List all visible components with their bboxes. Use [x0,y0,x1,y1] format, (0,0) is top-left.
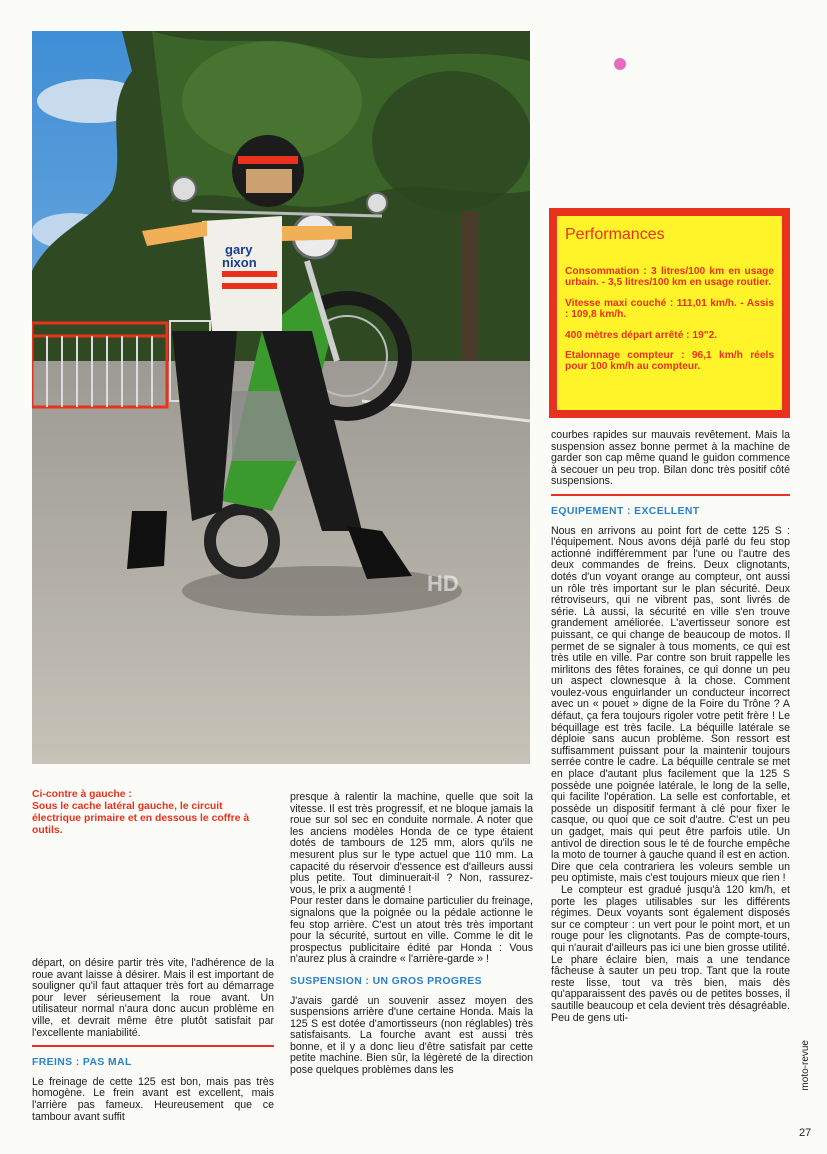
col3-para1: courbes rapides sur mauvais revêtement. Mais la suspension assez bonne permet à la machine de garder son cap même quand le guidon commence à secouer un peu trop. Bilan donc très positif côté suspensions. [551,429,790,488]
decorative-dot [614,58,626,70]
col1-para2: Le freinage de cette 125 est bon, mais pas très homogène. Le frein avant est excellent, mais l'arrière pas fameux. Heureusement que ce tambour avant suffit [32,1075,274,1123]
caption-title: Ci-contre à gauche : [32,789,132,800]
equipement-heading: EQUIPEMENT : EXCELLENT [551,505,700,517]
perf-400m: 400 mètres départ arrêté : 19"2. [565,329,718,341]
jersey-text-nixon: nixon [222,255,257,270]
column-2 [290,792,533,1077]
column-1 [32,958,274,1123]
jersey-text-gary: gary [225,242,253,257]
page-number: 27 [799,1127,812,1139]
column-3 [551,430,790,1024]
col1-rule [32,1045,274,1047]
photo-caption [32,789,262,837]
perf-speedometer: Etalonnage compteur : 96,1 km/h réels pour 100 km/h au compteur. [565,350,774,373]
perf-top-speed: Vitesse maxi couché : 111,01 km/h. - Assis : 109,8 km/h. [565,297,774,321]
col1-para1: départ, on désire partir très vite, l'adhérence de la roue avant laisse à désirer. Mais il est important de souligner qu'il faut attaquer très fort au démarrage pour lever sérieusement la roue avant. Un utilisateur normal n'aura donc aucun problème en ville, et devrait même être plutôt satisfait par l'excellente maniabilité. [32,957,274,1039]
photo-illustration [32,31,530,764]
perf-consumption: Consommation : 3 litres/100 km en usage urbain. - 3,5 litres/100 km en usage routier. [565,266,774,289]
col2-para2: Pour rester dans le domaine particulier du freinage, signalons que la poignée ou la pédale actionne le feu stop arrière. C'est un atout très très important pour la sécurité, surtout en ville. Comme le dit le prospectus publicitaire édité par Honda : Vous n'aurez plus à craindre « l'arrière-garde » ! [290,895,533,966]
watermark-text: HD [427,571,459,596]
magazine-name: moto-revue [800,1040,811,1091]
motorcycle-wheelie-photo [32,31,530,764]
performances-inner [557,216,782,410]
col2-para3: J'avais gardé un souvenir assez moyen des suspensions arrière d'une certaine Honda. Mais la 125 S est dotée d'amortisseurs (non réglables) très satisfaisants. La fourche avant est aussi très bonne, et il y a donc lieu d'être satisfait par cette petite machine. Bien sûr, la légèreté de la direction pose quelques problèmes dans les [290,994,533,1077]
suspension-heading: SUSPENSION : UN GROS PROGRES [290,975,482,987]
col3-rule [551,494,790,496]
freins-heading: FREINS : PAS MAL [32,1057,132,1069]
col3-para3: Le compteur est gradué jusqu'à 120 km/h, et porte les plages utilisables sur les différents régimes. Deux voyants sont également disposés sur ce compteur : un vert pour le point mort, et un rouge pour les clignotants. Pas de compte-tours, qui n'aurait d'ailleurs pas ici une bien grosse utilité. Le phare éclaire bien, mais a une tendance fâcheuse à sauter un peu trop. Tant que la route reste lisse, tout va très bien, mais dès qu'apparaissent des pavés ou de petites bosses, il sautille beaucoup et cela devient très désagréable. Peu de gens uti- [551,883,790,1024]
performances-box [549,208,790,418]
col3-para2: Nous en arrivons au point fort de cette 125 S : l'équipement. Nous avons déjà parlé du feu stop actionné indifféremment par l'une ou l'autre des deux commandes de freins. Deux clignotants, dotés d'un voyant orange au compteur, ont aussi un rôle très important sur le plan sécurité. Deux rétroviseurs, qui ne vibrent pas, sont livrés de série. Là aussi, la sécurité en ville s'en trouve grandement améliorée. L'avertisseur sonore est puissant, ce qui change de beaucoup de motos. Il permet de se signaler à tous moments, ce qui est très utile en ville. Par contre son bruit rappelle les mirlitons des fêtes foraines, ce qui donne un peu un aspect clownesque à la chose. Comment voulez-vous enguirlander un conducteur incorrect avec un « pouet » digne de la Foire du Trône ? A défaut, ça fera toujours rigoler votre petit frère ! Le béquillage est très facile. La béquille latérale se déploie sans aucun problème. Son ressort est suffisamment puissant pour la maintenir toujours serrée contre le cadre. La béquille centrale se met en place d'autant plus facilement que la 125 S possède une poignée latérale, le long de la selle, qui facilite l'opération. La selle est confortable, et possède un dispositif fermant à clé pour fixer le casque, ou quoi que ce soit d'autre. C'est un peu un gadget, mais qui peut être parfois utile. Un antivol de direction sous le té de fourche empêche la moto de tourner à gauche quand il est en action. Dire que cela contrariera les voleurs semble un peu optimiste, mais c'est toujours mieux que rien ! [551,524,790,885]
col2-para1: presque à ralentir la machine, quelle que soit la vitesse. Il est très progressif, et ne bloque jamais la roue sur sol sec en conduite normale. A noter que les anciens modèles Honda de ce type étaient dotés de tambours de 125 mm, alors qu'ils ne mesurent plus sur le type actuel que 110 mm. La capacité du réservoir d'essence est d'ailleurs aussi plus petite. Tout diminuerait-il ? Non, rassurez-vous, le prix a augmenté ! [290,791,533,896]
performances-title: Performances [565,226,665,243]
caption-text: Sous le cache latéral gauche, le circuit électrique primaire et en dessous le coffre à outils. [32,801,250,836]
